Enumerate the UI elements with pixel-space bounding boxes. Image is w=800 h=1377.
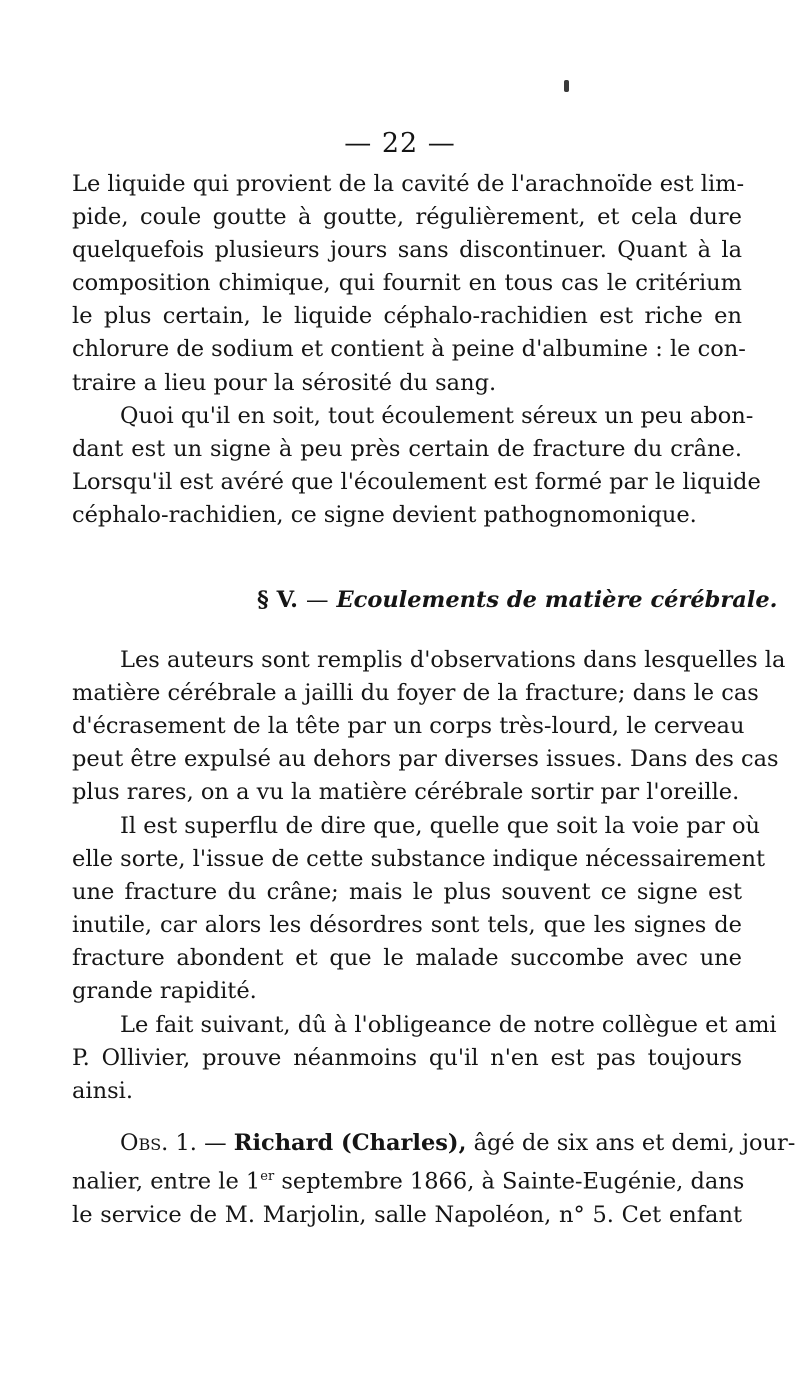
section-dash: — — [305, 587, 329, 613]
paragraph-1 — [72, 168, 746, 400]
text-line: le plus certain, le liquide céphalo-rachidien est riche en — [72, 303, 742, 330]
section-heading — [72, 584, 778, 617]
text-line: Le fait suivant, dû à l'obligeance de notre collègue et ami — [120, 1012, 777, 1038]
text-line: Il est superflu de dire que, quelle que soit la voie par où — [120, 813, 761, 839]
text-line: matière cérébrale a jailli du foyer de la fracture; dans le cas — [72, 680, 759, 707]
observation-dash: — — [204, 1130, 227, 1156]
text-line — [72, 1160, 745, 1199]
paragraph-4 — [72, 810, 765, 1009]
page-number: — 22 — — [344, 128, 456, 159]
text-line: ainsi. — [72, 1078, 133, 1105]
text-line: fracture abondent et que le malade succombe avec une — [72, 945, 742, 972]
text-line: composition chimique, qui fournit en tous cas le critérium — [72, 270, 742, 297]
text-line: Les auteurs sont remplis d'observations dans lesquelles la — [120, 647, 786, 673]
text-line: le service de M. Marjolin, salle Napoléon, n° 5. Cet enfant — [72, 1201, 742, 1228]
superscript-er: er — [260, 1169, 275, 1185]
paragraph-3 — [72, 644, 786, 809]
ink-speck — [564, 80, 569, 92]
text-line: plus rares, on a vu la matière cérébrale sortir par l'oreille. — [72, 779, 740, 806]
text-line: Quoi qu'il en soit, tout écoulement séreux un peu abon- — [120, 403, 754, 429]
text-line: Le liquide qui provient de la cavité de l'arachnoïde est lim- — [72, 171, 745, 197]
section-number: § V. — [257, 587, 298, 613]
patient-name: Richard (Charles), — [233, 1130, 467, 1156]
text-line: inutile, car alors les désordres sont tels, que les signes de — [72, 912, 742, 939]
text-line: céphalo-rachidien, ce signe devient pathognomonique. — [72, 502, 697, 529]
text-line: P. Ollivier, prouve néanmoins qu'il n'en est pas toujours — [72, 1045, 742, 1072]
paragraph-5 — [72, 1009, 777, 1108]
observation-label: Obs. 1. — [120, 1130, 197, 1156]
observation-line-1: âgé de six ans et demi, jour- — [473, 1130, 796, 1156]
text-line: chlorure de sodium et contient à peine d'albumine : le con- — [72, 336, 746, 363]
text-line: une fracture du crâne; mais le plus souvent ce signe est — [72, 879, 742, 906]
text-line: peut être expulsé au dehors par diverses issues. Dans des cas — [72, 746, 779, 773]
text-line: dant est un signe à peu près certain de fracture du crâne. — [72, 436, 742, 463]
observation-line-2-end: septembre 1866, à Sainte-Eugénie, dans — [281, 1168, 745, 1195]
text-line: quelquefois plusieurs jours sans discontinuer. Quant à la — [72, 237, 742, 264]
text-line: Lorsqu'il est avéré que l'écoulement est formé par le liquide — [72, 469, 761, 496]
text-line: grande rapidité. — [72, 978, 257, 1005]
text-line — [72, 1127, 796, 1160]
observation-line-2-start: nalier, entre le 1 — [72, 1168, 261, 1195]
text-line: d'écrasement de la tête par un corps très-lourd, le cerveau — [72, 713, 745, 740]
text-line: elle sorte, l'issue de cette substance indique nécessairement — [72, 846, 765, 873]
text-line: pide, coule goutte à goutte, régulièrement, et cela dure — [72, 204, 742, 231]
paragraph-2 — [72, 400, 761, 532]
section-title: Ecoulements de matière cérébrale. — [336, 587, 778, 613]
observation-paragraph — [72, 1127, 796, 1232]
text-line: traire a lieu pour la sérosité du sang. — [72, 369, 497, 396]
